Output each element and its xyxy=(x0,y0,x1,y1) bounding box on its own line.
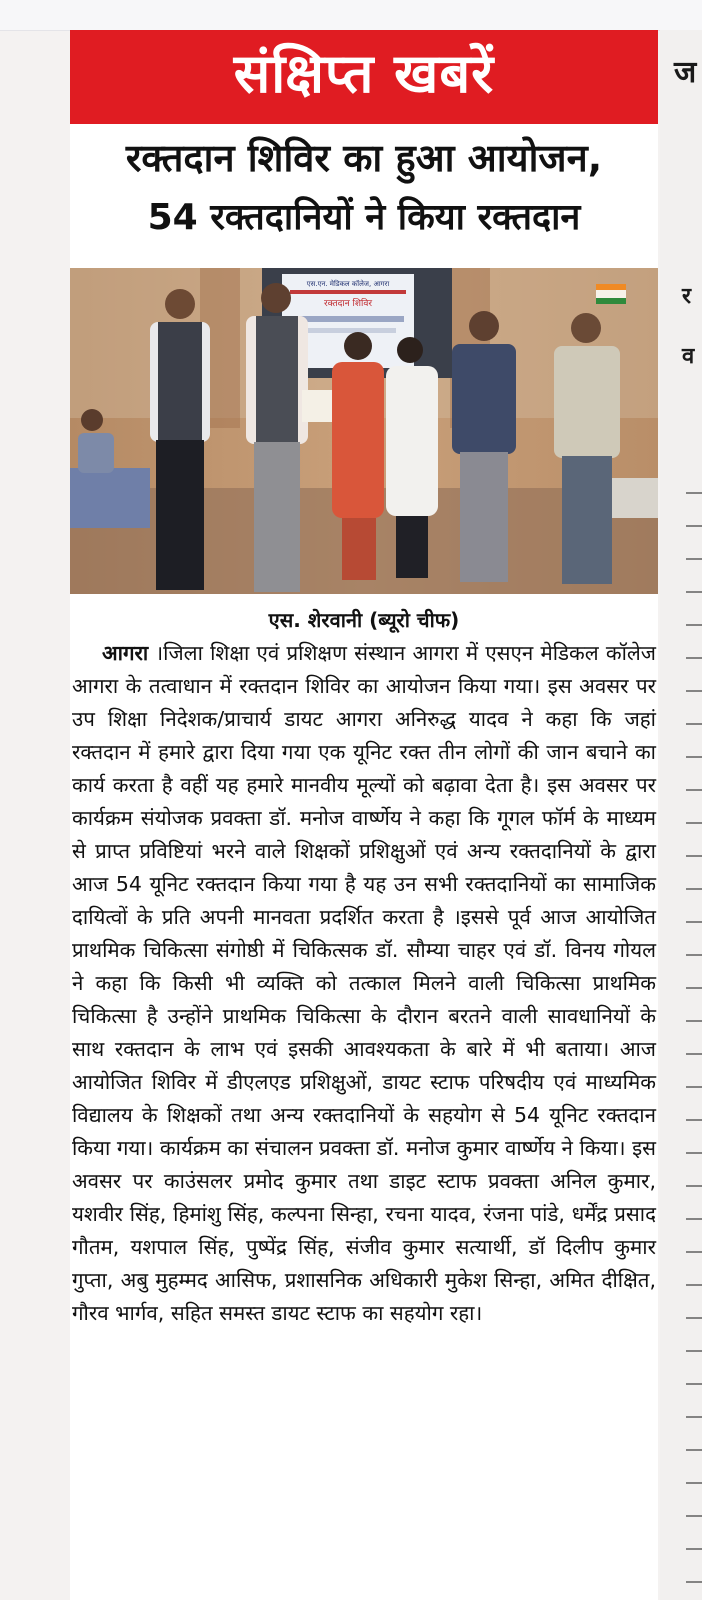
byline: एस. शेरवानी (ब्यूरो चीफ) xyxy=(268,608,460,632)
section-banner xyxy=(70,30,658,124)
headline-line-1: रक्तदान शिविर का हुआ आयोजन, xyxy=(125,136,603,180)
adjacent-column-edge: ज र व xyxy=(660,30,702,1600)
backdrop-line-2: रक्तदान शिविर xyxy=(323,299,373,309)
headline-line-2: 54 रक्तदानियों ने किया रक्तदान xyxy=(147,197,581,238)
article-body xyxy=(72,637,656,1587)
backdrop-line-1: एस.एन. मेडिकल कॉलेज, आगरा xyxy=(306,280,390,288)
article-text: ।जिला शिक्षा एवं प्रशिक्षण संस्थान आगरा में एसएन मेडिकल कॉलेज आगरा के तत्वाधान में रक्तदान शिविर का आयोजन किया गया। इस अवसर पर उप शिक्षा निदेशक/प्राचार्य डायट आगरा अनिरुद्ध यादव ने कहा कि जहां रक्तदान में हमारे द्वारा दिया गया एक यूनिट रक्त तीन लोगों की जान बचाने का कार्य करता है वहीं यह हमारे मानवीय मूल्यों को बढ़ावा देता है। इस अवसर पर कार्यक्रम संयोजक प्रवक्ता डॉ. मनोज वार्ष्णेय ने कहा कि गूगल फॉर्म के माध्यम से प्राप्त प्रविष्टियां भरने वाले शिक्षकों प्रशिक्षुओं एवं अन्य रक्तदानियों के द्वारा आज 54 यूनिट रक्तदान किया गया है यह उन सभी रक्तदानियों का सामाजिक दायित्वों के प्रति अपनी मानवता प्रदर्शित करता है ।इससे पूर्व आज आयोजित प्राथमिक चिकित्सा संगोष्ठी में चिकित्सक डॉ. सौम्या चाहर एवं डॉ. विनय गोयल ने कहा कि किसी भी व्यक्ति को तत्काल मिलने वाली चिकित्सा प्राथमिक चिकित्सा है उन्होंने प्राथमिक चिकित्सा के दौरान बरतने वाली सावधानियों के साथ रक्तदान के लाभ एवं इसकी आवश्यकता के बारे में भी बताया। आज आयोजित शिविर में डीएलएड प्रशिक्षुओं, डायट स्टाफ परिषदीय एवं माध्यमिक विद्यालय के शिक्षकों तथा अन्य रक्तदानियों के सहयोग से 54 यूनिट रक्तदान किया गया। कार्यक्रम का संचालन प्रवक्ता डॉ. मनोज कुमार वार्ष्णेय ने किया। इस अवसर पर काउंसलर प्रमोद कुमार तथा डाइट स्टाफ प्रवक्ता अनिल कुमार, यशवीर सिंह, हिमांशु सिंह, कल्पना सिन्हा, रचना यादव, रंजना पांडे, धर्मेंद्र प्रसाद गौतम, यशपाल सिंह, पुष्पेंद्र सिंह, संजीव कुमार सत्यार्थी, डॉ दिलीप कुमार गुप्ता, अबु मुहम्मद आसिफ, प्रशासनिक अधिकारी मुकेश सिन्हा, अमित दीक्षित, गौरव भार्गव, सहित समस्त डायट स्टाफ का सहयोग रहा। xyxy=(72,641,656,1325)
news-photo xyxy=(70,268,658,594)
section-title: संक्षिप्त खबरें xyxy=(233,42,495,105)
top-strip xyxy=(0,0,702,31)
headline xyxy=(70,128,658,258)
article-dateline: आगरा xyxy=(102,641,149,665)
